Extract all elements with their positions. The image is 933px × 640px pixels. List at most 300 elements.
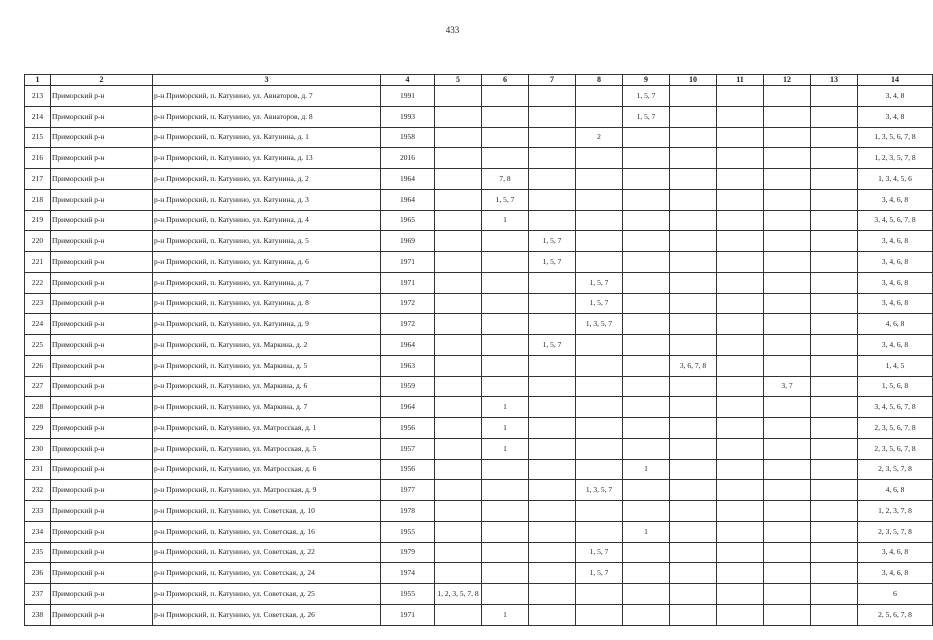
code-cell-9: 1 <box>623 521 670 542</box>
code-cell-14: 4, 6, 8 <box>858 314 933 335</box>
table-row <box>25 521 933 542</box>
address-cell: р-н Приморский, п. Катунино, ул. Советская, д. 22 <box>153 542 381 563</box>
code-cell-9 <box>623 542 670 563</box>
year-cell: 1957 <box>381 438 435 459</box>
code-cell-7 <box>529 459 576 480</box>
column-header: 5 <box>435 75 482 86</box>
code-cell-8 <box>576 584 623 605</box>
code-cell-5 <box>435 459 482 480</box>
code-cell-7 <box>529 355 576 376</box>
code-cell-14: 3, 4, 6, 8 <box>858 542 933 563</box>
code-cell-10 <box>670 418 717 439</box>
year-cell: 1963 <box>381 355 435 376</box>
address-cell: р-н Приморский, п. Катунино, ул. Катунина, д. 1 <box>153 127 381 148</box>
table-row <box>25 106 933 127</box>
address-cell: р-н Приморский, п. Катунино, ул. Катунина, д. 5 <box>153 231 381 252</box>
code-cell-9 <box>623 231 670 252</box>
code-cell-12 <box>764 459 811 480</box>
year-cell: 1969 <box>381 231 435 252</box>
code-cell-12 <box>764 189 811 210</box>
code-cell-13 <box>811 501 858 522</box>
code-cell-10 <box>670 106 717 127</box>
district-cell: Приморский р-н <box>51 189 153 210</box>
code-cell-14: 3, 4, 5, 6, 7, 8 <box>858 210 933 231</box>
code-cell-13 <box>811 542 858 563</box>
code-cell-12 <box>764 438 811 459</box>
code-cell-7 <box>529 418 576 439</box>
year-cell: 1958 <box>381 127 435 148</box>
code-cell-7 <box>529 501 576 522</box>
code-cell-6 <box>482 563 529 584</box>
table-row <box>25 293 933 314</box>
code-cell-14: 3, 4, 8 <box>858 86 933 107</box>
table-row <box>25 252 933 273</box>
column-header: 9 <box>623 75 670 86</box>
code-cell-5 <box>435 480 482 501</box>
code-cell-8 <box>576 148 623 169</box>
code-cell-8: 1, 5, 7 <box>576 542 623 563</box>
code-cell-9 <box>623 252 670 273</box>
code-cell-14: 3, 4, 6, 8 <box>858 293 933 314</box>
code-cell-7 <box>529 148 576 169</box>
row-number: 213 <box>25 86 51 107</box>
code-cell-10 <box>670 542 717 563</box>
district-cell: Приморский р-н <box>51 231 153 252</box>
code-cell-9 <box>623 563 670 584</box>
code-cell-7 <box>529 272 576 293</box>
year-cell: 1971 <box>381 604 435 625</box>
district-cell: Приморский р-н <box>51 521 153 542</box>
column-header: 14 <box>858 75 933 86</box>
code-cell-11 <box>717 521 764 542</box>
address-cell: р-н Приморский, п. Катунино, ул. Авиаторов, д. 7 <box>153 86 381 107</box>
code-cell-8: 1, 5, 7 <box>576 563 623 584</box>
district-cell: Приморский р-н <box>51 459 153 480</box>
code-cell-11 <box>717 501 764 522</box>
row-number: 233 <box>25 501 51 522</box>
code-cell-9 <box>623 127 670 148</box>
row-number: 228 <box>25 397 51 418</box>
table-row <box>25 272 933 293</box>
year-cell: 1974 <box>381 563 435 584</box>
code-cell-7: 1, 5, 7 <box>529 335 576 356</box>
code-cell-11 <box>717 438 764 459</box>
code-cell-6: 1 <box>482 604 529 625</box>
district-cell: Приморский р-н <box>51 542 153 563</box>
code-cell-12 <box>764 252 811 273</box>
code-cell-12 <box>764 148 811 169</box>
code-cell-10 <box>670 252 717 273</box>
code-cell-9 <box>623 210 670 231</box>
code-cell-13 <box>811 480 858 501</box>
code-cell-6 <box>482 521 529 542</box>
table-row <box>25 86 933 107</box>
address-cell: р-н Приморский, п. Катунино, ул. Матросская, д. 9 <box>153 480 381 501</box>
code-cell-6 <box>482 293 529 314</box>
column-header: 2 <box>51 75 153 86</box>
address-cell: р-н Приморский, п. Катунино, ул. Катунина, д. 6 <box>153 252 381 273</box>
code-cell-8: 1, 3, 5, 7 <box>576 314 623 335</box>
code-cell-5 <box>435 293 482 314</box>
code-cell-7 <box>529 584 576 605</box>
address-cell: р-н Приморский, п. Катунино, ул. Матросская, д. 1 <box>153 418 381 439</box>
code-cell-11 <box>717 106 764 127</box>
year-cell: 1964 <box>381 189 435 210</box>
code-cell-5 <box>435 169 482 190</box>
year-cell: 1956 <box>381 418 435 439</box>
code-cell-5 <box>435 106 482 127</box>
code-cell-5 <box>435 127 482 148</box>
code-cell-7 <box>529 438 576 459</box>
code-cell-11 <box>717 335 764 356</box>
code-cell-6 <box>482 376 529 397</box>
code-cell-5 <box>435 335 482 356</box>
code-cell-9: 1, 5, 7 <box>623 106 670 127</box>
row-number: 218 <box>25 189 51 210</box>
code-cell-9 <box>623 480 670 501</box>
code-cell-7 <box>529 86 576 107</box>
address-cell: р-н Приморский, п. Катунино, ул. Катунина, д. 3 <box>153 189 381 210</box>
year-cell: 1955 <box>381 521 435 542</box>
code-cell-13 <box>811 355 858 376</box>
code-cell-14: 6 <box>858 584 933 605</box>
year-cell: 1972 <box>381 314 435 335</box>
code-cell-11 <box>717 86 764 107</box>
code-cell-6 <box>482 314 529 335</box>
column-header: 1 <box>25 75 51 86</box>
code-cell-10 <box>670 272 717 293</box>
code-cell-5 <box>435 252 482 273</box>
row-number: 219 <box>25 210 51 231</box>
code-cell-7 <box>529 169 576 190</box>
code-cell-13 <box>811 438 858 459</box>
code-cell-6 <box>482 355 529 376</box>
code-cell-7 <box>529 480 576 501</box>
code-cell-5 <box>435 148 482 169</box>
code-cell-14: 1, 2, 3, 5, 7, 8 <box>858 148 933 169</box>
row-number: 220 <box>25 231 51 252</box>
code-cell-11 <box>717 210 764 231</box>
district-cell: Приморский р-н <box>51 127 153 148</box>
code-cell-11 <box>717 397 764 418</box>
code-cell-14: 3, 4, 6, 8 <box>858 272 933 293</box>
code-cell-12: 3, 7 <box>764 376 811 397</box>
code-cell-12 <box>764 604 811 625</box>
address-cell: р-н Приморский, п. Катунино, ул. Катунина, д. 2 <box>153 169 381 190</box>
address-cell: р-н Приморский, п. Катунино, ул. Катунина, д. 7 <box>153 272 381 293</box>
code-cell-13 <box>811 604 858 625</box>
code-cell-7 <box>529 521 576 542</box>
code-cell-9 <box>623 293 670 314</box>
year-cell: 1977 <box>381 480 435 501</box>
code-cell-9 <box>623 438 670 459</box>
code-cell-10 <box>670 189 717 210</box>
table-row <box>25 563 933 584</box>
code-cell-11 <box>717 252 764 273</box>
code-cell-13 <box>811 563 858 584</box>
table-row <box>25 604 933 625</box>
code-cell-11 <box>717 542 764 563</box>
code-cell-13 <box>811 376 858 397</box>
row-number: 223 <box>25 293 51 314</box>
table-row <box>25 542 933 563</box>
code-cell-7 <box>529 542 576 563</box>
row-number: 237 <box>25 584 51 605</box>
code-cell-11 <box>717 418 764 439</box>
table-row <box>25 314 933 335</box>
code-cell-8 <box>576 86 623 107</box>
code-cell-6: 1 <box>482 438 529 459</box>
code-cell-12 <box>764 355 811 376</box>
code-cell-8 <box>576 210 623 231</box>
code-cell-12 <box>764 127 811 148</box>
code-cell-10 <box>670 148 717 169</box>
row-number: 226 <box>25 355 51 376</box>
district-cell: Приморский р-н <box>51 480 153 501</box>
code-cell-13 <box>811 210 858 231</box>
address-cell: р-н Приморский, п. Катунино, ул. Матросская, д. 6 <box>153 459 381 480</box>
district-cell: Приморский р-н <box>51 438 153 459</box>
code-cell-12 <box>764 231 811 252</box>
code-cell-7 <box>529 397 576 418</box>
table-row <box>25 148 933 169</box>
code-cell-5 <box>435 542 482 563</box>
code-cell-10: 3, 6, 7, 8 <box>670 355 717 376</box>
code-cell-9 <box>623 272 670 293</box>
district-cell: Приморский р-н <box>51 501 153 522</box>
code-cell-6: 1 <box>482 418 529 439</box>
row-number: 238 <box>25 604 51 625</box>
district-cell: Приморский р-н <box>51 418 153 439</box>
code-cell-11 <box>717 459 764 480</box>
district-cell: Приморский р-н <box>51 86 153 107</box>
code-cell-10 <box>670 459 717 480</box>
register-table <box>24 74 933 626</box>
code-cell-5 <box>435 501 482 522</box>
code-cell-13 <box>811 397 858 418</box>
code-cell-8 <box>576 501 623 522</box>
address-cell: р-н Приморский, п. Катунино, ул. Маркина, д. 7 <box>153 397 381 418</box>
code-cell-13 <box>811 418 858 439</box>
code-cell-8 <box>576 231 623 252</box>
code-cell-13 <box>811 584 858 605</box>
code-cell-5 <box>435 210 482 231</box>
address-cell: р-н Приморский, п. Катунино, ул. Катунина, д. 9 <box>153 314 381 335</box>
code-cell-8: 1, 5, 7 <box>576 293 623 314</box>
year-cell: 1978 <box>381 501 435 522</box>
code-cell-14: 3, 4, 6, 8 <box>858 563 933 584</box>
code-cell-7 <box>529 376 576 397</box>
year-cell: 1955 <box>381 584 435 605</box>
table-row <box>25 501 933 522</box>
code-cell-10 <box>670 231 717 252</box>
year-cell: 1964 <box>381 169 435 190</box>
row-number: 230 <box>25 438 51 459</box>
district-cell: Приморский р-н <box>51 252 153 273</box>
code-cell-8 <box>576 604 623 625</box>
code-cell-9 <box>623 355 670 376</box>
column-header: 11 <box>717 75 764 86</box>
code-cell-11 <box>717 148 764 169</box>
district-cell: Приморский р-н <box>51 563 153 584</box>
code-cell-8 <box>576 521 623 542</box>
code-cell-6 <box>482 106 529 127</box>
code-cell-5 <box>435 86 482 107</box>
code-cell-12 <box>764 314 811 335</box>
header-row <box>25 75 933 86</box>
year-cell: 1993 <box>381 106 435 127</box>
code-cell-8 <box>576 438 623 459</box>
column-header: 7 <box>529 75 576 86</box>
code-cell-14: 3, 4, 6, 8 <box>858 252 933 273</box>
code-cell-13 <box>811 189 858 210</box>
code-cell-7 <box>529 604 576 625</box>
code-cell-8: 1, 5, 7 <box>576 272 623 293</box>
code-cell-12 <box>764 293 811 314</box>
table-row <box>25 480 933 501</box>
code-cell-14: 3, 4, 5, 6, 7, 8 <box>858 397 933 418</box>
code-cell-14: 1, 3, 5, 6, 7, 8 <box>858 127 933 148</box>
code-cell-9: 1 <box>623 459 670 480</box>
code-cell-5 <box>435 438 482 459</box>
code-cell-12 <box>764 335 811 356</box>
code-cell-14: 3, 4, 6, 8 <box>858 189 933 210</box>
row-number: 234 <box>25 521 51 542</box>
code-cell-10 <box>670 584 717 605</box>
code-cell-10 <box>670 563 717 584</box>
code-cell-13 <box>811 272 858 293</box>
table-row <box>25 335 933 356</box>
code-cell-13 <box>811 86 858 107</box>
row-number: 231 <box>25 459 51 480</box>
code-cell-14: 3, 4, 6, 8 <box>858 231 933 252</box>
code-cell-5 <box>435 521 482 542</box>
address-cell: р-н Приморский, п. Катунино, ул. Матросская, д. 5 <box>153 438 381 459</box>
code-cell-14: 1, 5, 6, 8 <box>858 376 933 397</box>
code-cell-9 <box>623 335 670 356</box>
code-cell-9 <box>623 501 670 522</box>
code-cell-14: 3, 4, 6, 8 <box>858 335 933 356</box>
address-cell: р-н Приморский, п. Катунино, ул. Катунина, д. 8 <box>153 293 381 314</box>
code-cell-6 <box>482 231 529 252</box>
district-cell: Приморский р-н <box>51 355 153 376</box>
code-cell-8 <box>576 169 623 190</box>
code-cell-6 <box>482 542 529 563</box>
table-row <box>25 210 933 231</box>
row-number: 236 <box>25 563 51 584</box>
year-cell: 1964 <box>381 397 435 418</box>
code-cell-6: 7, 8 <box>482 169 529 190</box>
code-cell-14: 1, 2, 3, 7, 8 <box>858 501 933 522</box>
address-cell: р-н Приморский, п. Катунино, ул. Авиаторов, д. 8 <box>153 106 381 127</box>
code-cell-12 <box>764 397 811 418</box>
row-number: 232 <box>25 480 51 501</box>
address-cell: р-н Приморский, п. Катунино, ул. Маркина, д. 5 <box>153 355 381 376</box>
code-cell-12 <box>764 521 811 542</box>
code-cell-9 <box>623 604 670 625</box>
code-cell-13 <box>811 169 858 190</box>
code-cell-5 <box>435 418 482 439</box>
district-cell: Приморский р-н <box>51 106 153 127</box>
district-cell: Приморский р-н <box>51 335 153 356</box>
code-cell-6 <box>482 480 529 501</box>
district-cell: Приморский р-н <box>51 376 153 397</box>
code-cell-12 <box>764 86 811 107</box>
row-number: 216 <box>25 148 51 169</box>
code-cell-6 <box>482 584 529 605</box>
code-cell-8 <box>576 376 623 397</box>
code-cell-10 <box>670 127 717 148</box>
code-cell-6: 1 <box>482 210 529 231</box>
code-cell-10 <box>670 169 717 190</box>
code-cell-6: 1, 5, 7 <box>482 189 529 210</box>
code-cell-7 <box>529 127 576 148</box>
code-cell-13 <box>811 148 858 169</box>
row-number: 221 <box>25 252 51 273</box>
address-cell: р-н Приморский, п. Катунино, ул. Советская, д. 25 <box>153 584 381 605</box>
address-cell: р-н Приморский, п. Катунино, ул. Советская, д. 10 <box>153 501 381 522</box>
code-cell-9: 1, 5, 7 <box>623 86 670 107</box>
code-cell-10 <box>670 397 717 418</box>
year-cell: 1972 <box>381 293 435 314</box>
code-cell-10 <box>670 521 717 542</box>
code-cell-10 <box>670 293 717 314</box>
district-cell: Приморский р-н <box>51 314 153 335</box>
code-cell-12 <box>764 563 811 584</box>
code-cell-11 <box>717 480 764 501</box>
code-cell-13 <box>811 459 858 480</box>
code-cell-13 <box>811 293 858 314</box>
code-cell-8: 2 <box>576 127 623 148</box>
code-cell-13 <box>811 521 858 542</box>
year-cell: 2016 <box>381 148 435 169</box>
code-cell-9 <box>623 418 670 439</box>
table-row <box>25 189 933 210</box>
page-number: 433 <box>445 25 460 35</box>
code-cell-5 <box>435 563 482 584</box>
code-cell-11 <box>717 355 764 376</box>
code-cell-13 <box>811 106 858 127</box>
table-row <box>25 397 933 418</box>
column-header: 12 <box>764 75 811 86</box>
column-header: 10 <box>670 75 717 86</box>
code-cell-14: 2, 3, 5, 6, 7, 8 <box>858 438 933 459</box>
code-cell-12 <box>764 501 811 522</box>
year-cell: 1964 <box>381 335 435 356</box>
code-cell-11 <box>717 604 764 625</box>
code-cell-8 <box>576 418 623 439</box>
district-cell: Приморский р-н <box>51 272 153 293</box>
code-cell-10 <box>670 210 717 231</box>
code-cell-8 <box>576 459 623 480</box>
code-cell-7 <box>529 106 576 127</box>
code-cell-12 <box>764 480 811 501</box>
code-cell-11 <box>717 169 764 190</box>
code-cell-14: 4, 6, 8 <box>858 480 933 501</box>
code-cell-7 <box>529 293 576 314</box>
table-row <box>25 584 933 605</box>
code-cell-12 <box>764 169 811 190</box>
column-header: 13 <box>811 75 858 86</box>
code-cell-14: 1, 3, 4, 5, 6 <box>858 169 933 190</box>
code-cell-13 <box>811 252 858 273</box>
address-cell: р-н Приморский, п. Катунино, ул. Маркина, д. 6 <box>153 376 381 397</box>
code-cell-6: 1 <box>482 397 529 418</box>
year-cell: 1979 <box>381 542 435 563</box>
row-number: 225 <box>25 335 51 356</box>
row-number: 235 <box>25 542 51 563</box>
code-cell-11 <box>717 231 764 252</box>
